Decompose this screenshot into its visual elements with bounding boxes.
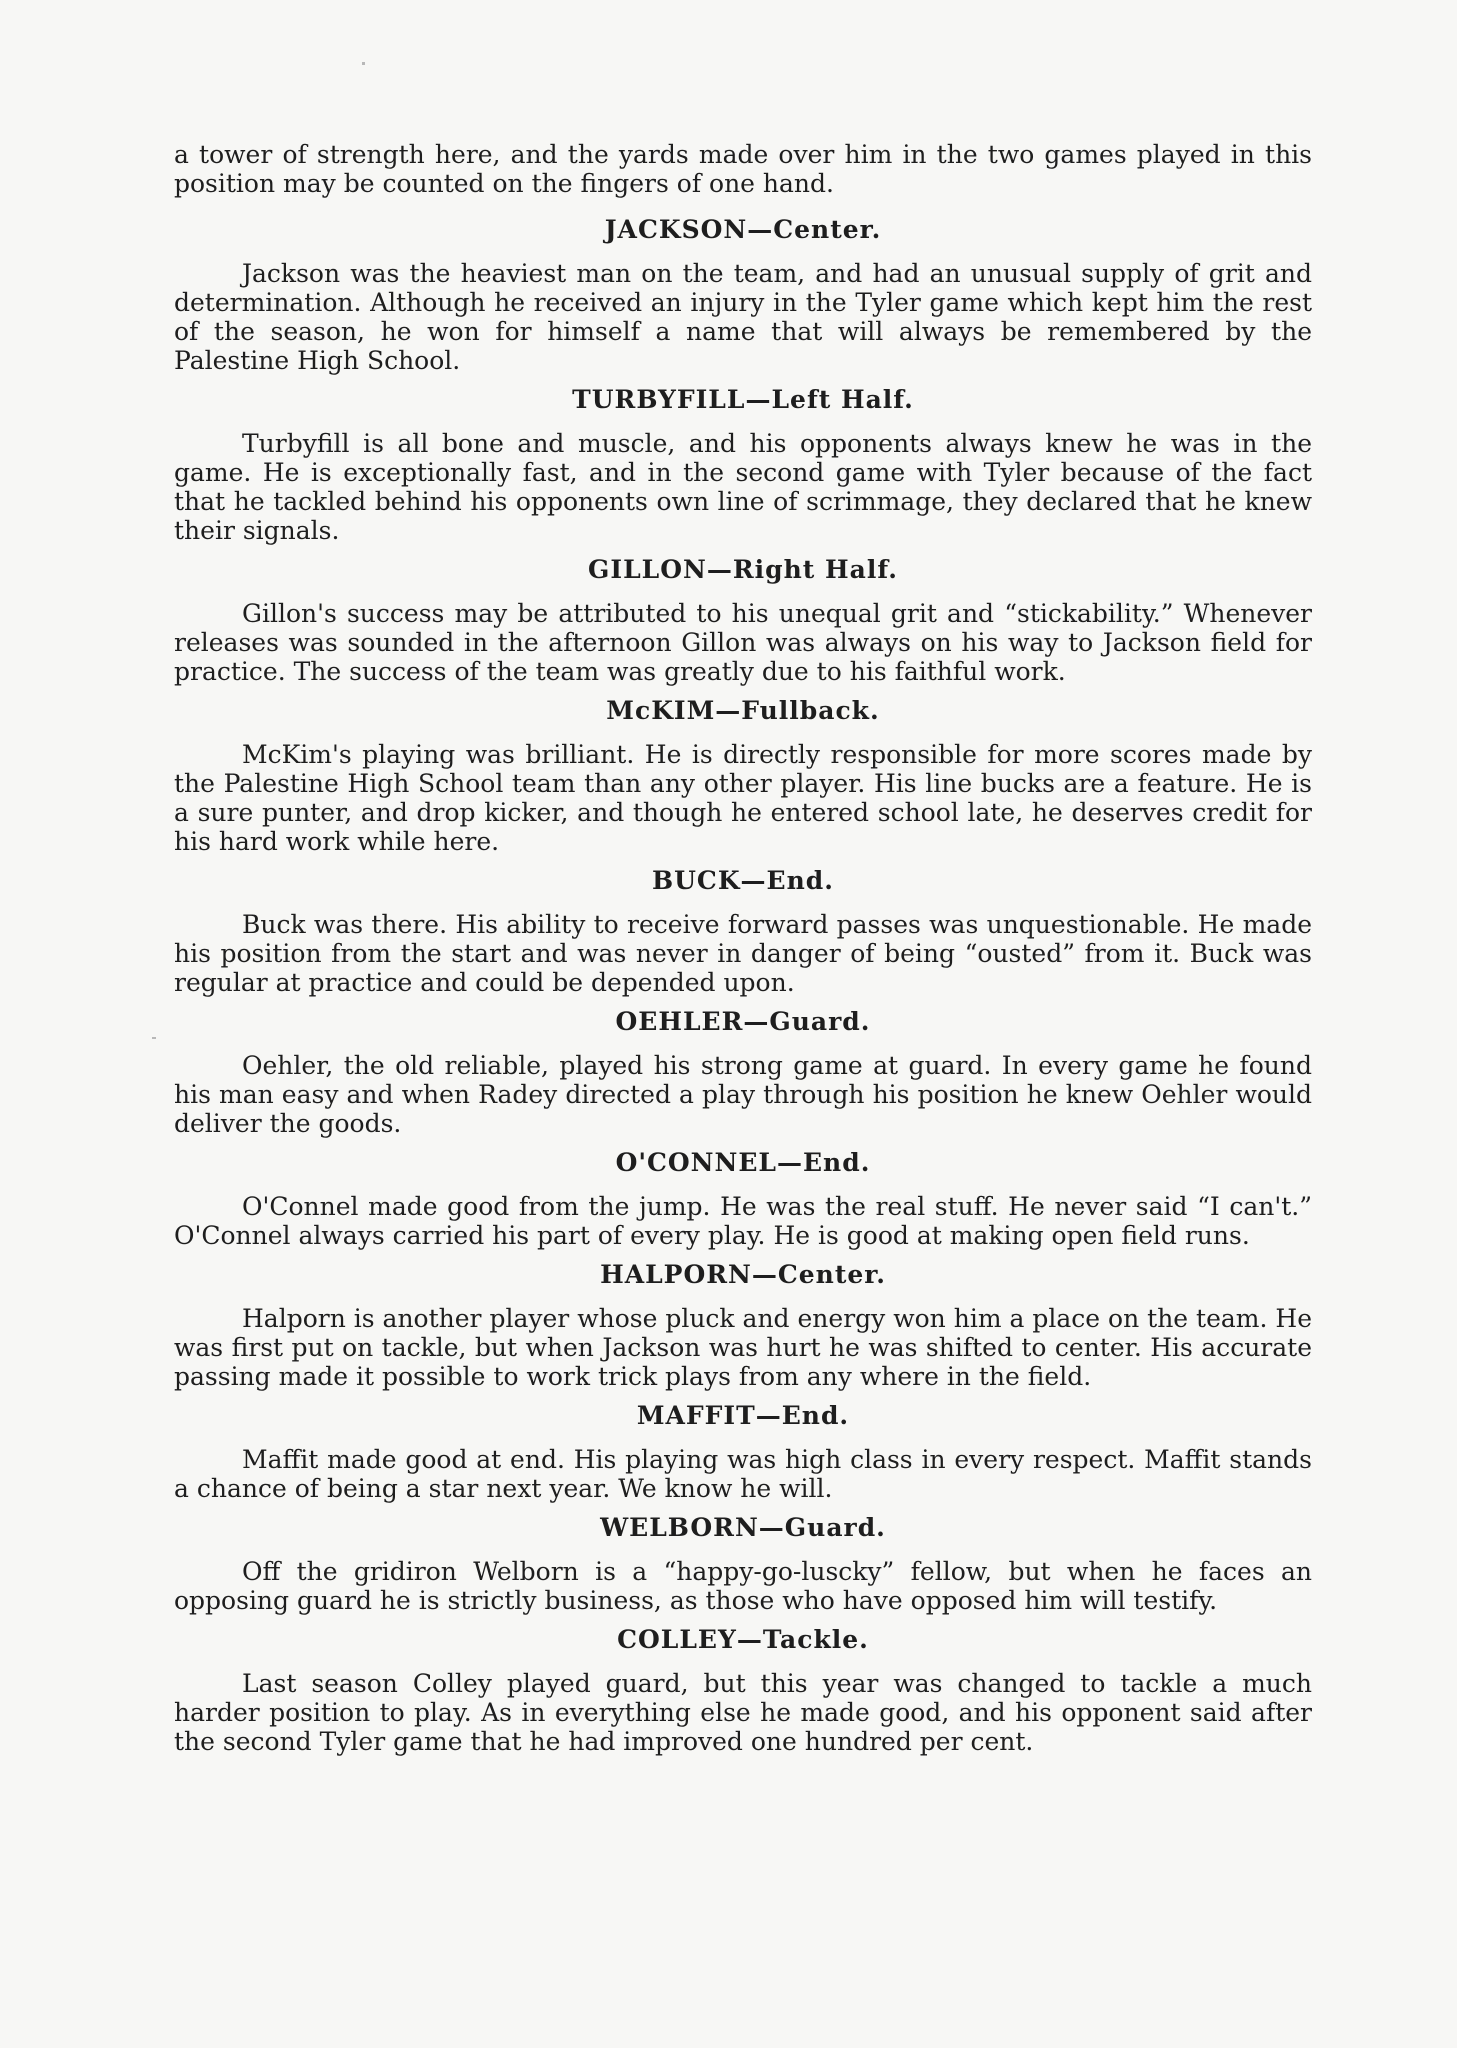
section-heading: TURBYFILL—Left Half. [572, 385, 914, 414]
section-heading: GILLON—Right Half. [588, 555, 898, 584]
section-text: Last season Colley played guard, but this year was changed to tackle a much harder position to play. As in everything else he made good, and his opponent said after the second Tyler game that he had improved one hundred per cent. [174, 1669, 1312, 1756]
intro-paragraph: a tower of strength here, and the yards made over him in the two games played in this position may be counted on the fingers of one hand. [174, 140, 1312, 198]
section-turbyfill [174, 385, 1312, 545]
section-jackson [174, 215, 1312, 375]
section-heading: O'CONNEL—End. [615, 1148, 871, 1177]
section-text: Maffit made good at end. His playing was high class in every respect. Maffit stands a chance of being a star next year. We know he will. [174, 1445, 1312, 1503]
section-text: Oehler, the old reliable, played his strong game at guard. In every game he found his man easy and when Radey directed a play through his position he knew Oehler would deliver the goods. [174, 1051, 1312, 1138]
section-text: Off the gridiron Welborn is a “happy-go-luscky” fellow, but when he faces an opposing guard he is strictly business, as those who have opposed him will testify. [174, 1557, 1312, 1615]
section-text: McKim's playing was brilliant. He is directly responsible for more scores made by the Palestine High School team than any other player. His line bucks are a feature. He is a sure punter, and drop kicker, and though he entered school late, he deserves credit for his hard work while here. [174, 740, 1312, 856]
section-colley [174, 1625, 1312, 1756]
section-heading: HALPORN—Center. [600, 1260, 886, 1289]
section-heading: WELBORN—Guard. [600, 1513, 886, 1542]
section-text: Halporn is another player whose pluck and energy won him a place on the team. He was first put on tackle, but when Jackson was hurt he was shifted to center. His accurate passing made it possible to work trick plays from any where in the field. [174, 1304, 1312, 1391]
section-gillon [174, 555, 1312, 686]
section-oehler [174, 1007, 1312, 1138]
section-oconnel [174, 1148, 1312, 1250]
section-text: Buck was there. His ability to receive forward passes was unquestionable. He made his position from the start and was never in danger of being “ousted” from it. Buck was regular at practice and could be depended upon. [174, 910, 1312, 997]
section-buck [174, 866, 1312, 997]
section-text: Jackson was the heaviest man on the team, and had an unusual supply of grit and determination. Although he received an injury in the Tyler game which kept him the rest of the season, he won for himself a name that will always be remembered by the Palestine High School. [174, 259, 1312, 375]
section-halporn [174, 1260, 1312, 1391]
section-heading: MAFFIT—End. [636, 1401, 850, 1430]
section-heading: JACKSON—Center. [604, 215, 882, 244]
section-heading: BUCK—End. [652, 866, 834, 895]
scan-speck [362, 62, 365, 65]
section-heading: OEHLER—Guard. [615, 1007, 871, 1036]
section-maffit [174, 1401, 1312, 1503]
section-text: Gillon's success may be attributed to his unequal grit and “stickability.” Whenever releases was sounded in the afternoon Gillon was always on his way to Jackson field for practice. The success of the team was greatly due to his faithful work. [174, 599, 1312, 686]
section-welborn [174, 1513, 1312, 1615]
section-text: O'Connel made good from the jump. He was the real stuff. He never said “I can't.” O'Connel always carried his part of every play. He is good at making open field runs. [174, 1192, 1312, 1250]
section-heading: McKIM—Fullback. [606, 696, 880, 725]
scan-speck [152, 1037, 156, 1039]
section-heading: COLLEY—Tackle. [617, 1625, 869, 1654]
section-text: Turbyfill is all bone and muscle, and his opponents always knew he was in the game. He is exceptionally fast, and in the second game with Tyler because of the fact that he tackled behind his opponents own line of scrimmage, they declared that he knew their signals. [174, 429, 1312, 545]
document-page [174, 140, 1312, 1766]
section-mckim [174, 696, 1312, 856]
